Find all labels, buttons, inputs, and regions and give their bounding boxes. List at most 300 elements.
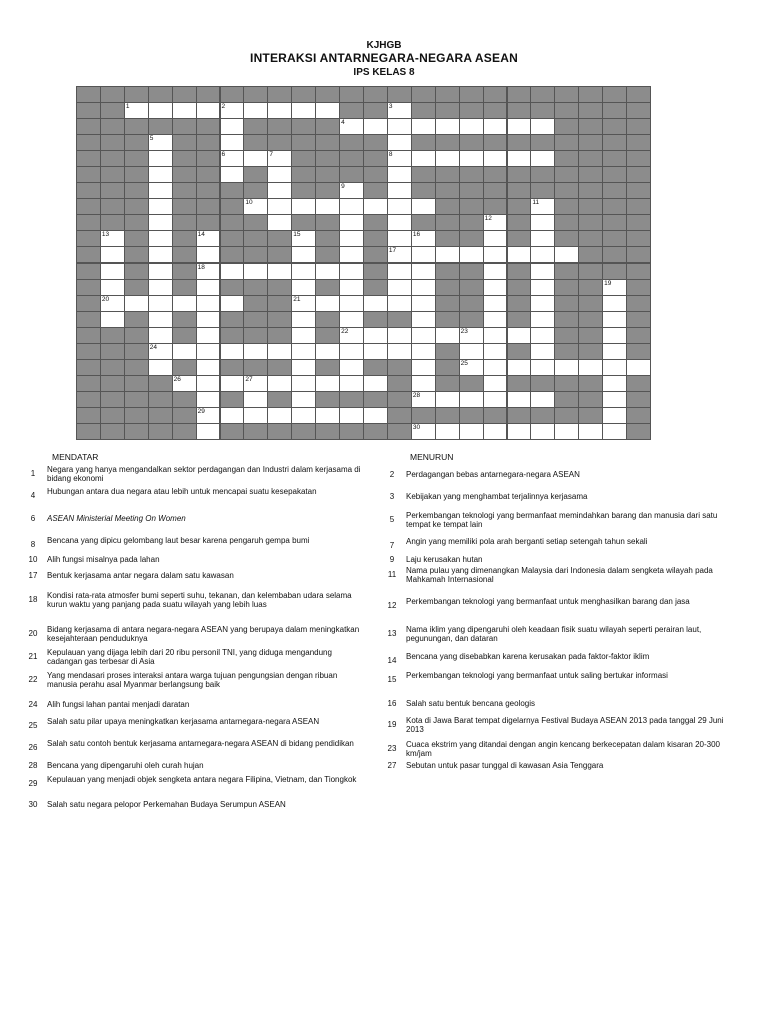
- crossword-cell[interactable]: [387, 327, 412, 344]
- clue-number: 5: [389, 515, 395, 524]
- crossword-cell[interactable]: [602, 295, 627, 312]
- crossword-cell[interactable]: [530, 263, 555, 280]
- crossword-cell[interactable]: [602, 327, 627, 344]
- crossword-cell[interactable]: [172, 375, 197, 392]
- crossword-cell[interactable]: [291, 391, 316, 408]
- crossword-cell[interactable]: [315, 198, 340, 215]
- crossword-cell[interactable]: [435, 246, 460, 263]
- crossword-cell[interactable]: [196, 327, 221, 344]
- crossword-cell[interactable]: [578, 359, 603, 376]
- crossword-cell[interactable]: [100, 311, 125, 328]
- crossword-cell[interactable]: [100, 279, 125, 296]
- crossword-cell[interactable]: [339, 343, 364, 360]
- crossword-cell[interactable]: [530, 214, 555, 231]
- crossword-cell[interactable]: [483, 327, 508, 344]
- crossword-cell[interactable]: [148, 359, 173, 376]
- crossword-cell[interactable]: [172, 343, 197, 360]
- blocked-cell: [411, 166, 436, 183]
- blocked-cell: [315, 182, 340, 199]
- crossword-cell[interactable]: [554, 246, 579, 263]
- clue-number: 5: [149, 135, 154, 143]
- crossword-cell[interactable]: [220, 134, 245, 151]
- blocked-cell: [435, 343, 460, 360]
- crossword-cell[interactable]: [411, 391, 436, 408]
- crossword-cell[interactable]: [363, 198, 388, 215]
- crossword-cell[interactable]: [196, 407, 221, 424]
- crossword-cell[interactable]: [172, 102, 197, 119]
- crossword-cell[interactable]: [387, 295, 412, 312]
- crossword-cell[interactable]: [339, 182, 364, 199]
- crossword-cell[interactable]: [411, 230, 436, 247]
- crossword-cell[interactable]: [243, 102, 268, 119]
- crossword-cell[interactable]: [339, 295, 364, 312]
- blocked-cell: [267, 134, 292, 151]
- blocked-cell: [459, 102, 484, 119]
- blocked-cell: [507, 166, 532, 183]
- crossword-cell[interactable]: [100, 263, 125, 280]
- crossword-cell[interactable]: [411, 150, 436, 167]
- blocked-cell: [626, 166, 651, 183]
- crossword-cell[interactable]: [483, 150, 508, 167]
- blocked-cell: [483, 166, 508, 183]
- crossword-cell[interactable]: [148, 198, 173, 215]
- crossword-cell[interactable]: [435, 118, 460, 135]
- blocked-cell: [100, 423, 125, 440]
- crossword-cell[interactable]: [220, 407, 245, 424]
- blocked-cell: [459, 295, 484, 312]
- crossword-cell[interactable]: [315, 407, 340, 424]
- clue-number: 11: [532, 199, 540, 207]
- crossword-cell[interactable]: [196, 246, 221, 263]
- crossword-cell[interactable]: [411, 246, 436, 263]
- crossword-cell[interactable]: [339, 407, 364, 424]
- crossword-cell[interactable]: [100, 295, 125, 312]
- crossword-cell[interactable]: [196, 263, 221, 280]
- crossword-cell[interactable]: [602, 391, 627, 408]
- crossword-cell[interactable]: [100, 230, 125, 247]
- blocked-cell: [507, 343, 532, 360]
- crossword-cell[interactable]: [339, 214, 364, 231]
- crossword-cell[interactable]: [148, 295, 173, 312]
- crossword-cell[interactable]: [459, 359, 484, 376]
- crossword-cell[interactable]: [363, 343, 388, 360]
- crossword-cell[interactable]: [315, 375, 340, 392]
- crossword-cell[interactable]: [530, 311, 555, 328]
- crossword-cell[interactable]: [196, 279, 221, 296]
- crossword-cell[interactable]: [220, 375, 245, 392]
- blocked-cell: [554, 343, 579, 360]
- crossword-cell[interactable]: [220, 263, 245, 280]
- crossword-cell[interactable]: [291, 359, 316, 376]
- crossword-cell[interactable]: [315, 102, 340, 119]
- crossword-cell[interactable]: [411, 263, 436, 280]
- crossword-cell[interactable]: [243, 407, 268, 424]
- clue-number: 21: [293, 295, 301, 303]
- crossword-cell[interactable]: [148, 311, 173, 328]
- blocked-cell: [243, 118, 268, 135]
- blocked-cell: [602, 198, 627, 215]
- blocked-cell: [172, 279, 197, 296]
- crossword-cell[interactable]: [148, 150, 173, 167]
- crossword-cell[interactable]: [435, 391, 460, 408]
- crossword-cell[interactable]: [148, 102, 173, 119]
- crossword-cell[interactable]: [267, 166, 292, 183]
- crossword-cell[interactable]: [411, 295, 436, 312]
- blocked-cell: [339, 102, 364, 119]
- crossword-cell[interactable]: [411, 423, 436, 440]
- blocked-cell: [148, 375, 173, 392]
- crossword-cell[interactable]: [196, 295, 221, 312]
- crossword-cell[interactable]: [243, 198, 268, 215]
- clue-number: 28: [412, 391, 421, 399]
- crossword-cell[interactable]: [196, 230, 221, 247]
- crossword-cell[interactable]: [530, 230, 555, 247]
- crossword-cell[interactable]: [148, 246, 173, 263]
- crossword-cell[interactable]: [411, 279, 436, 296]
- crossword-cell[interactable]: [602, 311, 627, 328]
- blocked-cell: [554, 391, 579, 408]
- blocked-cell: [578, 343, 603, 360]
- crossword-cell[interactable]: [411, 375, 436, 392]
- crossword-cell[interactable]: [148, 214, 173, 231]
- crossword-cell[interactable]: [602, 279, 627, 296]
- crossword-cell[interactable]: [507, 359, 532, 376]
- blocked-cell: [76, 182, 101, 199]
- crossword-cell[interactable]: [363, 327, 388, 344]
- blocked-cell: [100, 343, 125, 360]
- crossword-cell[interactable]: [243, 343, 268, 360]
- crossword-cell[interactable]: [459, 118, 484, 135]
- blocked-cell: [483, 86, 508, 103]
- crossword-cell[interactable]: [530, 327, 555, 344]
- crossword-cell[interactable]: [483, 423, 508, 440]
- crossword-cell[interactable]: [243, 150, 268, 167]
- crossword-cell[interactable]: [411, 198, 436, 215]
- crossword-cell[interactable]: [267, 407, 292, 424]
- crossword-cell[interactable]: [196, 423, 221, 440]
- crossword-cell[interactable]: [387, 263, 412, 280]
- crossword-cell[interactable]: [220, 295, 245, 312]
- crossword-cell[interactable]: [435, 423, 460, 440]
- crossword-cell[interactable]: [530, 359, 555, 376]
- crossword-cell[interactable]: [507, 423, 532, 440]
- blocked-cell: [602, 118, 627, 135]
- blocked-cell: [363, 166, 388, 183]
- crossword-cell[interactable]: [315, 263, 340, 280]
- crossword-cell[interactable]: [602, 375, 627, 392]
- crossword-cell[interactable]: [602, 343, 627, 360]
- crossword-cell[interactable]: [148, 166, 173, 183]
- crossword-cell[interactable]: [483, 343, 508, 360]
- crossword-cell[interactable]: [124, 102, 149, 119]
- blocked-cell: [626, 311, 651, 328]
- crossword-cell[interactable]: [387, 182, 412, 199]
- blocked-cell: [435, 86, 460, 103]
- crossword-cell[interactable]: [243, 375, 268, 392]
- crossword-cell[interactable]: [459, 391, 484, 408]
- crossword-cell[interactable]: [267, 375, 292, 392]
- blocked-cell: [626, 134, 651, 151]
- blocked-cell: [243, 214, 268, 231]
- crossword-cell[interactable]: [291, 311, 316, 328]
- crossword-cell[interactable]: [411, 359, 436, 376]
- crossword-cell[interactable]: [387, 214, 412, 231]
- crossword-cell[interactable]: [291, 343, 316, 360]
- clue-number: 17: [28, 571, 38, 580]
- blocked-cell: [291, 214, 316, 231]
- crossword-cell[interactable]: [148, 263, 173, 280]
- clue-text: Alih fungsi misalnya pada lahan: [47, 555, 160, 564]
- blocked-cell: [554, 327, 579, 344]
- crossword-cell[interactable]: [267, 263, 292, 280]
- crossword-cell[interactable]: [387, 198, 412, 215]
- blocked-cell: [291, 86, 316, 103]
- crossword-cell[interactable]: [220, 118, 245, 135]
- crossword-cell[interactable]: [483, 230, 508, 247]
- crossword-cell[interactable]: [507, 246, 532, 263]
- crossword-cell[interactable]: [483, 263, 508, 280]
- crossword-cell[interactable]: [507, 150, 532, 167]
- blocked-cell: [363, 230, 388, 247]
- crossword-cell[interactable]: [196, 343, 221, 360]
- crossword-cell[interactable]: [339, 230, 364, 247]
- crossword-cell[interactable]: [124, 295, 149, 312]
- crossword-cell[interactable]: [291, 327, 316, 344]
- clue-text: Yang mendasari proses interaksi antara warga tujuan pengungsian dengan ribuan manusia perahu asal Myanmar berlangsung baik: [47, 671, 338, 689]
- blocked-cell: [530, 407, 555, 424]
- crossword-grid[interactable]: [76, 86, 650, 439]
- blocked-cell: [243, 311, 268, 328]
- blocked-cell: [124, 150, 149, 167]
- blocked-cell: [363, 86, 388, 103]
- crossword-cell[interactable]: [220, 343, 245, 360]
- blocked-cell: [124, 246, 149, 263]
- crossword-cell[interactable]: [530, 198, 555, 215]
- crossword-cell[interactable]: [267, 182, 292, 199]
- blocked-cell: [507, 230, 532, 247]
- clue-text: Salah satu pilar upaya meningkatkan kerjasama antarnegara-negara ASEAN: [47, 717, 320, 726]
- blocked-cell: [196, 198, 221, 215]
- crossword-cell[interactable]: [483, 118, 508, 135]
- crossword-cell[interactable]: [459, 246, 484, 263]
- crossword-cell[interactable]: [148, 327, 173, 344]
- crossword-cell[interactable]: [339, 375, 364, 392]
- crossword-cell[interactable]: [483, 391, 508, 408]
- crossword-cell[interactable]: [483, 359, 508, 376]
- crossword-cell[interactable]: [411, 118, 436, 135]
- crossword-cell[interactable]: [267, 198, 292, 215]
- crossword-cell[interactable]: [339, 198, 364, 215]
- crossword-cell[interactable]: [339, 279, 364, 296]
- crossword-cell[interactable]: [363, 118, 388, 135]
- crossword-cell[interactable]: [363, 407, 388, 424]
- crossword-cell[interactable]: [148, 343, 173, 360]
- blocked-cell: [220, 214, 245, 231]
- crossword-cell[interactable]: [459, 150, 484, 167]
- crossword-cell[interactable]: [459, 423, 484, 440]
- blocked-cell: [196, 150, 221, 167]
- crossword-cell[interactable]: [148, 279, 173, 296]
- clue-text: Sebutan untuk pasar tunggal di kawasan Asia Tenggara: [406, 761, 604, 770]
- blocked-cell: [578, 86, 603, 103]
- crossword-cell[interactable]: [267, 343, 292, 360]
- crossword-cell[interactable]: [530, 246, 555, 263]
- crossword-cell[interactable]: [196, 311, 221, 328]
- crossword-cell[interactable]: [483, 214, 508, 231]
- clue-number: 27: [245, 375, 253, 383]
- crossword-cell[interactable]: [291, 295, 316, 312]
- crossword-cell[interactable]: [411, 343, 436, 360]
- crossword-cell[interactable]: [387, 343, 412, 360]
- crossword-cell[interactable]: [339, 246, 364, 263]
- blocked-cell: [124, 391, 149, 408]
- blocked-cell: [578, 407, 603, 424]
- crossword-cell[interactable]: [483, 311, 508, 328]
- blocked-cell: [411, 407, 436, 424]
- crossword-cell[interactable]: [483, 279, 508, 296]
- crossword-cell[interactable]: [291, 230, 316, 247]
- crossword-cell[interactable]: [530, 391, 555, 408]
- crossword-cell[interactable]: [148, 230, 173, 247]
- blocked-cell: [435, 214, 460, 231]
- crossword-cell[interactable]: [220, 102, 245, 119]
- clue-text: Alih fungsi lahan pantai menjadi daratan: [47, 700, 190, 709]
- crossword-cell[interactable]: [483, 295, 508, 312]
- crossword-cell[interactable]: [220, 166, 245, 183]
- crossword-cell[interactable]: [507, 391, 532, 408]
- crossword-cell[interactable]: [291, 198, 316, 215]
- blocked-cell: [100, 102, 125, 119]
- crossword-cell[interactable]: [148, 134, 173, 151]
- crossword-cell[interactable]: [339, 263, 364, 280]
- crossword-cell[interactable]: [315, 295, 340, 312]
- blocked-cell: [243, 279, 268, 296]
- crossword-cell[interactable]: [602, 359, 627, 376]
- crossword-cell[interactable]: [387, 246, 412, 263]
- crossword-cell[interactable]: [220, 150, 245, 167]
- blocked-cell: [530, 166, 555, 183]
- crossword-cell[interactable]: [387, 102, 412, 119]
- crossword-cell[interactable]: [435, 327, 460, 344]
- crossword-cell[interactable]: [578, 423, 603, 440]
- crossword-cell[interactable]: [387, 166, 412, 183]
- crossword-cell[interactable]: [626, 359, 651, 376]
- crossword-cell[interactable]: [291, 407, 316, 424]
- crossword-cell[interactable]: [196, 391, 221, 408]
- crossword-cell[interactable]: [243, 263, 268, 280]
- crossword-cell[interactable]: [507, 118, 532, 135]
- crossword-cell[interactable]: [435, 150, 460, 167]
- crossword-cell[interactable]: [291, 102, 316, 119]
- crossword-cell[interactable]: [172, 295, 197, 312]
- crossword-cell[interactable]: [459, 343, 484, 360]
- blocked-cell: [291, 182, 316, 199]
- crossword-cell[interactable]: [483, 375, 508, 392]
- blocked-cell: [363, 279, 388, 296]
- crossword-cell[interactable]: [459, 327, 484, 344]
- blocked-cell: [220, 391, 245, 408]
- clue-text: Laju kerusakan hutan: [406, 555, 483, 564]
- blocked-cell: [315, 359, 340, 376]
- crossword-cell[interactable]: [530, 423, 555, 440]
- crossword-cell[interactable]: [387, 150, 412, 167]
- crossword-cell[interactable]: [148, 182, 173, 199]
- crossword-cell[interactable]: [507, 327, 532, 344]
- crossword-cell[interactable]: [267, 150, 292, 167]
- crossword-cell[interactable]: [291, 246, 316, 263]
- blocked-cell: [626, 375, 651, 392]
- crossword-cell[interactable]: [196, 375, 221, 392]
- blocked-cell: [315, 150, 340, 167]
- blocked-cell: [148, 391, 173, 408]
- crossword-cell[interactable]: [339, 311, 364, 328]
- blocked-cell: [363, 359, 388, 376]
- crossword-cell[interactable]: [267, 102, 292, 119]
- blocked-cell: [459, 311, 484, 328]
- blocked-cell: [124, 118, 149, 135]
- crossword-cell[interactable]: [196, 102, 221, 119]
- crossword-cell[interactable]: [387, 230, 412, 247]
- crossword-cell[interactable]: [339, 359, 364, 376]
- crossword-cell[interactable]: [530, 279, 555, 296]
- blocked-cell: [243, 86, 268, 103]
- clue-number: 27: [387, 761, 397, 770]
- blocked-cell: [554, 102, 579, 119]
- crossword-cell[interactable]: [387, 134, 412, 151]
- clue-number: 23: [460, 327, 468, 335]
- crossword-cell[interactable]: [411, 311, 436, 328]
- crossword-cell[interactable]: [530, 343, 555, 360]
- blocked-cell: [578, 150, 603, 167]
- blocked-cell: [435, 375, 460, 392]
- blocked-cell: [172, 327, 197, 344]
- crossword-cell[interactable]: [100, 246, 125, 263]
- crossword-cell[interactable]: [387, 279, 412, 296]
- blocked-cell: [507, 311, 532, 328]
- crossword-cell[interactable]: [602, 407, 627, 424]
- crossword-cell[interactable]: [315, 343, 340, 360]
- blocked-cell: [124, 327, 149, 344]
- crossword-cell[interactable]: [363, 295, 388, 312]
- clue-number: 14: [387, 656, 397, 665]
- crossword-cell[interactable]: [530, 295, 555, 312]
- blocked-cell: [435, 198, 460, 215]
- crossword-cell[interactable]: [411, 327, 436, 344]
- crossword-cell[interactable]: [339, 327, 364, 344]
- crossword-cell[interactable]: [530, 150, 555, 167]
- blocked-cell: [339, 86, 364, 103]
- crossword-cell[interactable]: [554, 423, 579, 440]
- blocked-cell: [76, 327, 101, 344]
- crossword-cell[interactable]: [530, 118, 555, 135]
- crossword-cell[interactable]: [291, 375, 316, 392]
- clue-number: 19: [387, 720, 397, 729]
- crossword-cell[interactable]: [243, 391, 268, 408]
- crossword-cell[interactable]: [554, 359, 579, 376]
- crossword-cell[interactable]: [291, 279, 316, 296]
- crossword-cell[interactable]: [363, 375, 388, 392]
- crossword-cell[interactable]: [339, 118, 364, 135]
- crossword-cell[interactable]: [196, 359, 221, 376]
- blocked-cell: [435, 311, 460, 328]
- crossword-cell[interactable]: [602, 423, 627, 440]
- crossword-cell[interactable]: [291, 263, 316, 280]
- blocked-cell: [267, 86, 292, 103]
- crossword-cell[interactable]: [267, 214, 292, 231]
- crossword-cell[interactable]: [387, 118, 412, 135]
- crossword-cell[interactable]: [483, 246, 508, 263]
- blocked-cell: [315, 311, 340, 328]
